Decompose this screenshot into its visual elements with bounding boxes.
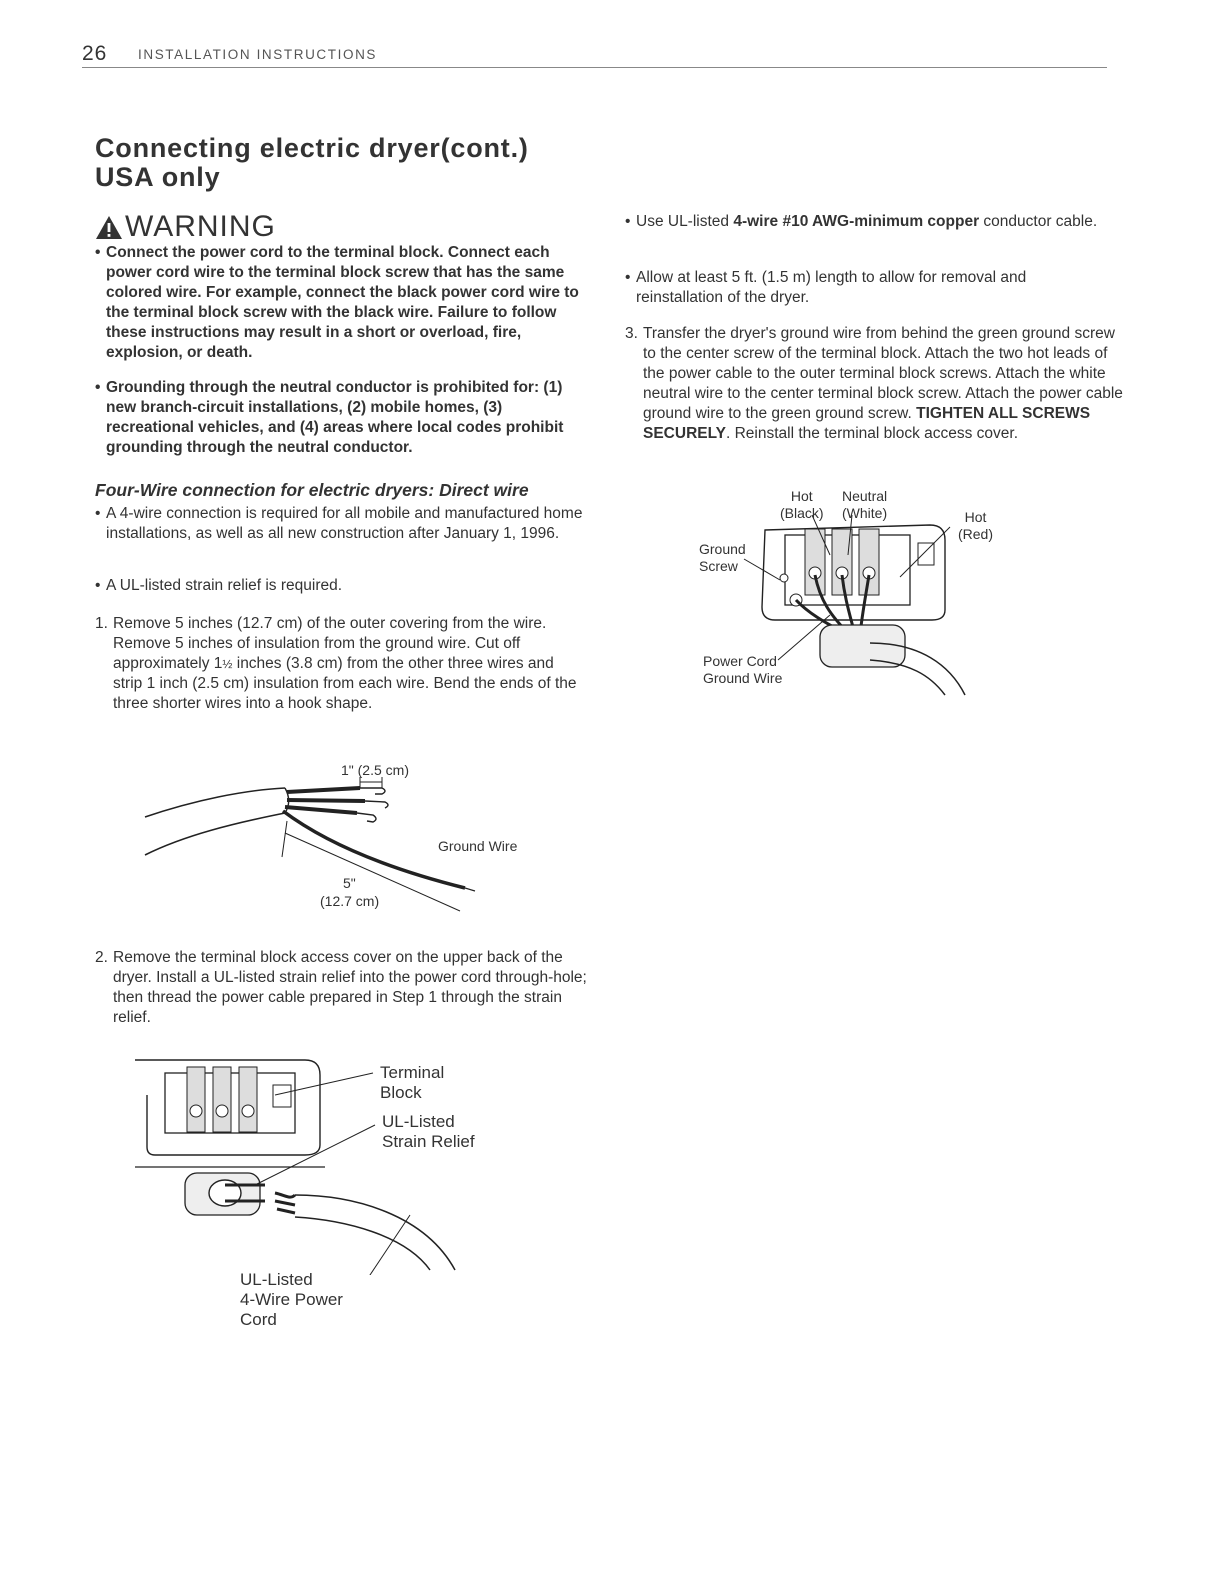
neutral-white-label: Neutral (White)	[842, 488, 888, 521]
step-1: 1. Remove 5 inches (12.7 cm) of the outer covering from the wire. Remove 5 inches of insulation from the ground wire. Cut off approximately 1½ inches (3.8 cm) from the other three wires and strip 1 inch (2.5 cm) insulation from each wire. Bend the ends of the three shorter wires into a hook shape.	[95, 615, 577, 712]
warning-bullet-1: • Connect the power cord to the terminal block. Connect each power cord wire to the terminal block screw that has the same colored wire. For example, connect the black power cord wire to the terminal block screw with the black wire. Failure to follow these instructions may result in a short or overload, fire, explosion, or death.	[95, 244, 579, 361]
four-wire-bullet-2: • A UL-listed strain relief is required.	[95, 577, 343, 594]
right-bullet-2: • Allow at least 5 ft. (1.5 m) length to allow for removal and reinstallation of the dryer.	[625, 269, 1027, 306]
power-cord-label: UL-Listed 4-Wire Power Cord	[240, 1270, 343, 1329]
strip-length-label: 1" (2.5 cm)	[341, 762, 409, 778]
hot-red-label: Hot (Red)	[958, 509, 994, 542]
page-number: 26	[82, 42, 108, 65]
ground-screw-label: Ground Screw	[699, 541, 746, 574]
length-cm-label: (12.7 cm)	[320, 893, 380, 909]
power-cord-ground-label: Power Cord Ground Wire	[703, 653, 783, 686]
page-title-line2: USA only	[95, 162, 221, 192]
bullet-dot: •	[95, 505, 101, 522]
bullet-dot: •	[95, 244, 101, 261]
bullet-dot: •	[95, 577, 101, 594]
warning-triangle-icon	[95, 214, 123, 240]
bullet-dot: •	[625, 269, 631, 286]
warning-heading	[95, 210, 276, 244]
bullet-dot: •	[625, 213, 631, 230]
right-bullet-1: • Use UL-listed 4-wire #10 AWG-minimum copper conductor cable.	[625, 213, 1098, 230]
bullet-dot: •	[95, 379, 101, 396]
four-wire-bullet-1: • A 4-wire connection is required for all mobile and manufactured home installations, as well as all new construction after January 1, 1996.	[95, 505, 583, 542]
hot-black-label: Hot (Black)	[780, 488, 824, 521]
ground-wire-label: Ground Wire	[438, 838, 518, 854]
section-title: INSTALLATION INSTRUCTIONS	[138, 47, 378, 62]
step-3: 3. Transfer the dryer's ground wire from behind the green ground screw to the center screw of the terminal block. Attach the two hot leads of the power cable to the outer terminal block screws. Attach the white neutral wire to the center terminal block screw. Attach the power cable ground wire to the green ground screw. TIGHTEN ALL SCREWS SECURELY. Reinstall the terminal block access cover.	[625, 325, 1123, 442]
length-inches-label: 5"	[343, 875, 356, 891]
four-wire-heading: Four-Wire connection for electric dryers: Direct wire	[95, 480, 529, 500]
step-2: 2. Remove the terminal block access cover on the upper back of the dryer. Install a UL-listed strain relief into the power cord through-hole; then thread the power cable prepared in Step 1 through the strain relief.	[95, 949, 587, 1026]
warning-heading-text: WARNING	[125, 210, 276, 243]
page-title	[95, 134, 529, 192]
strain-relief-label: UL-Listed Strain Relief	[382, 1112, 475, 1151]
warning-bullet-2: • Grounding through the neutral conductor is prohibited for: (1) new branch-circuit installations, (2) mobile homes, (3) recreational vehicles, and (4) areas where local codes prohibit grounding through the neutral conductor.	[95, 379, 564, 456]
header-divider	[82, 67, 1107, 68]
terminal-block-label: Terminal Block	[380, 1063, 445, 1102]
page-title-line1: Connecting electric dryer(cont.)	[95, 133, 529, 163]
